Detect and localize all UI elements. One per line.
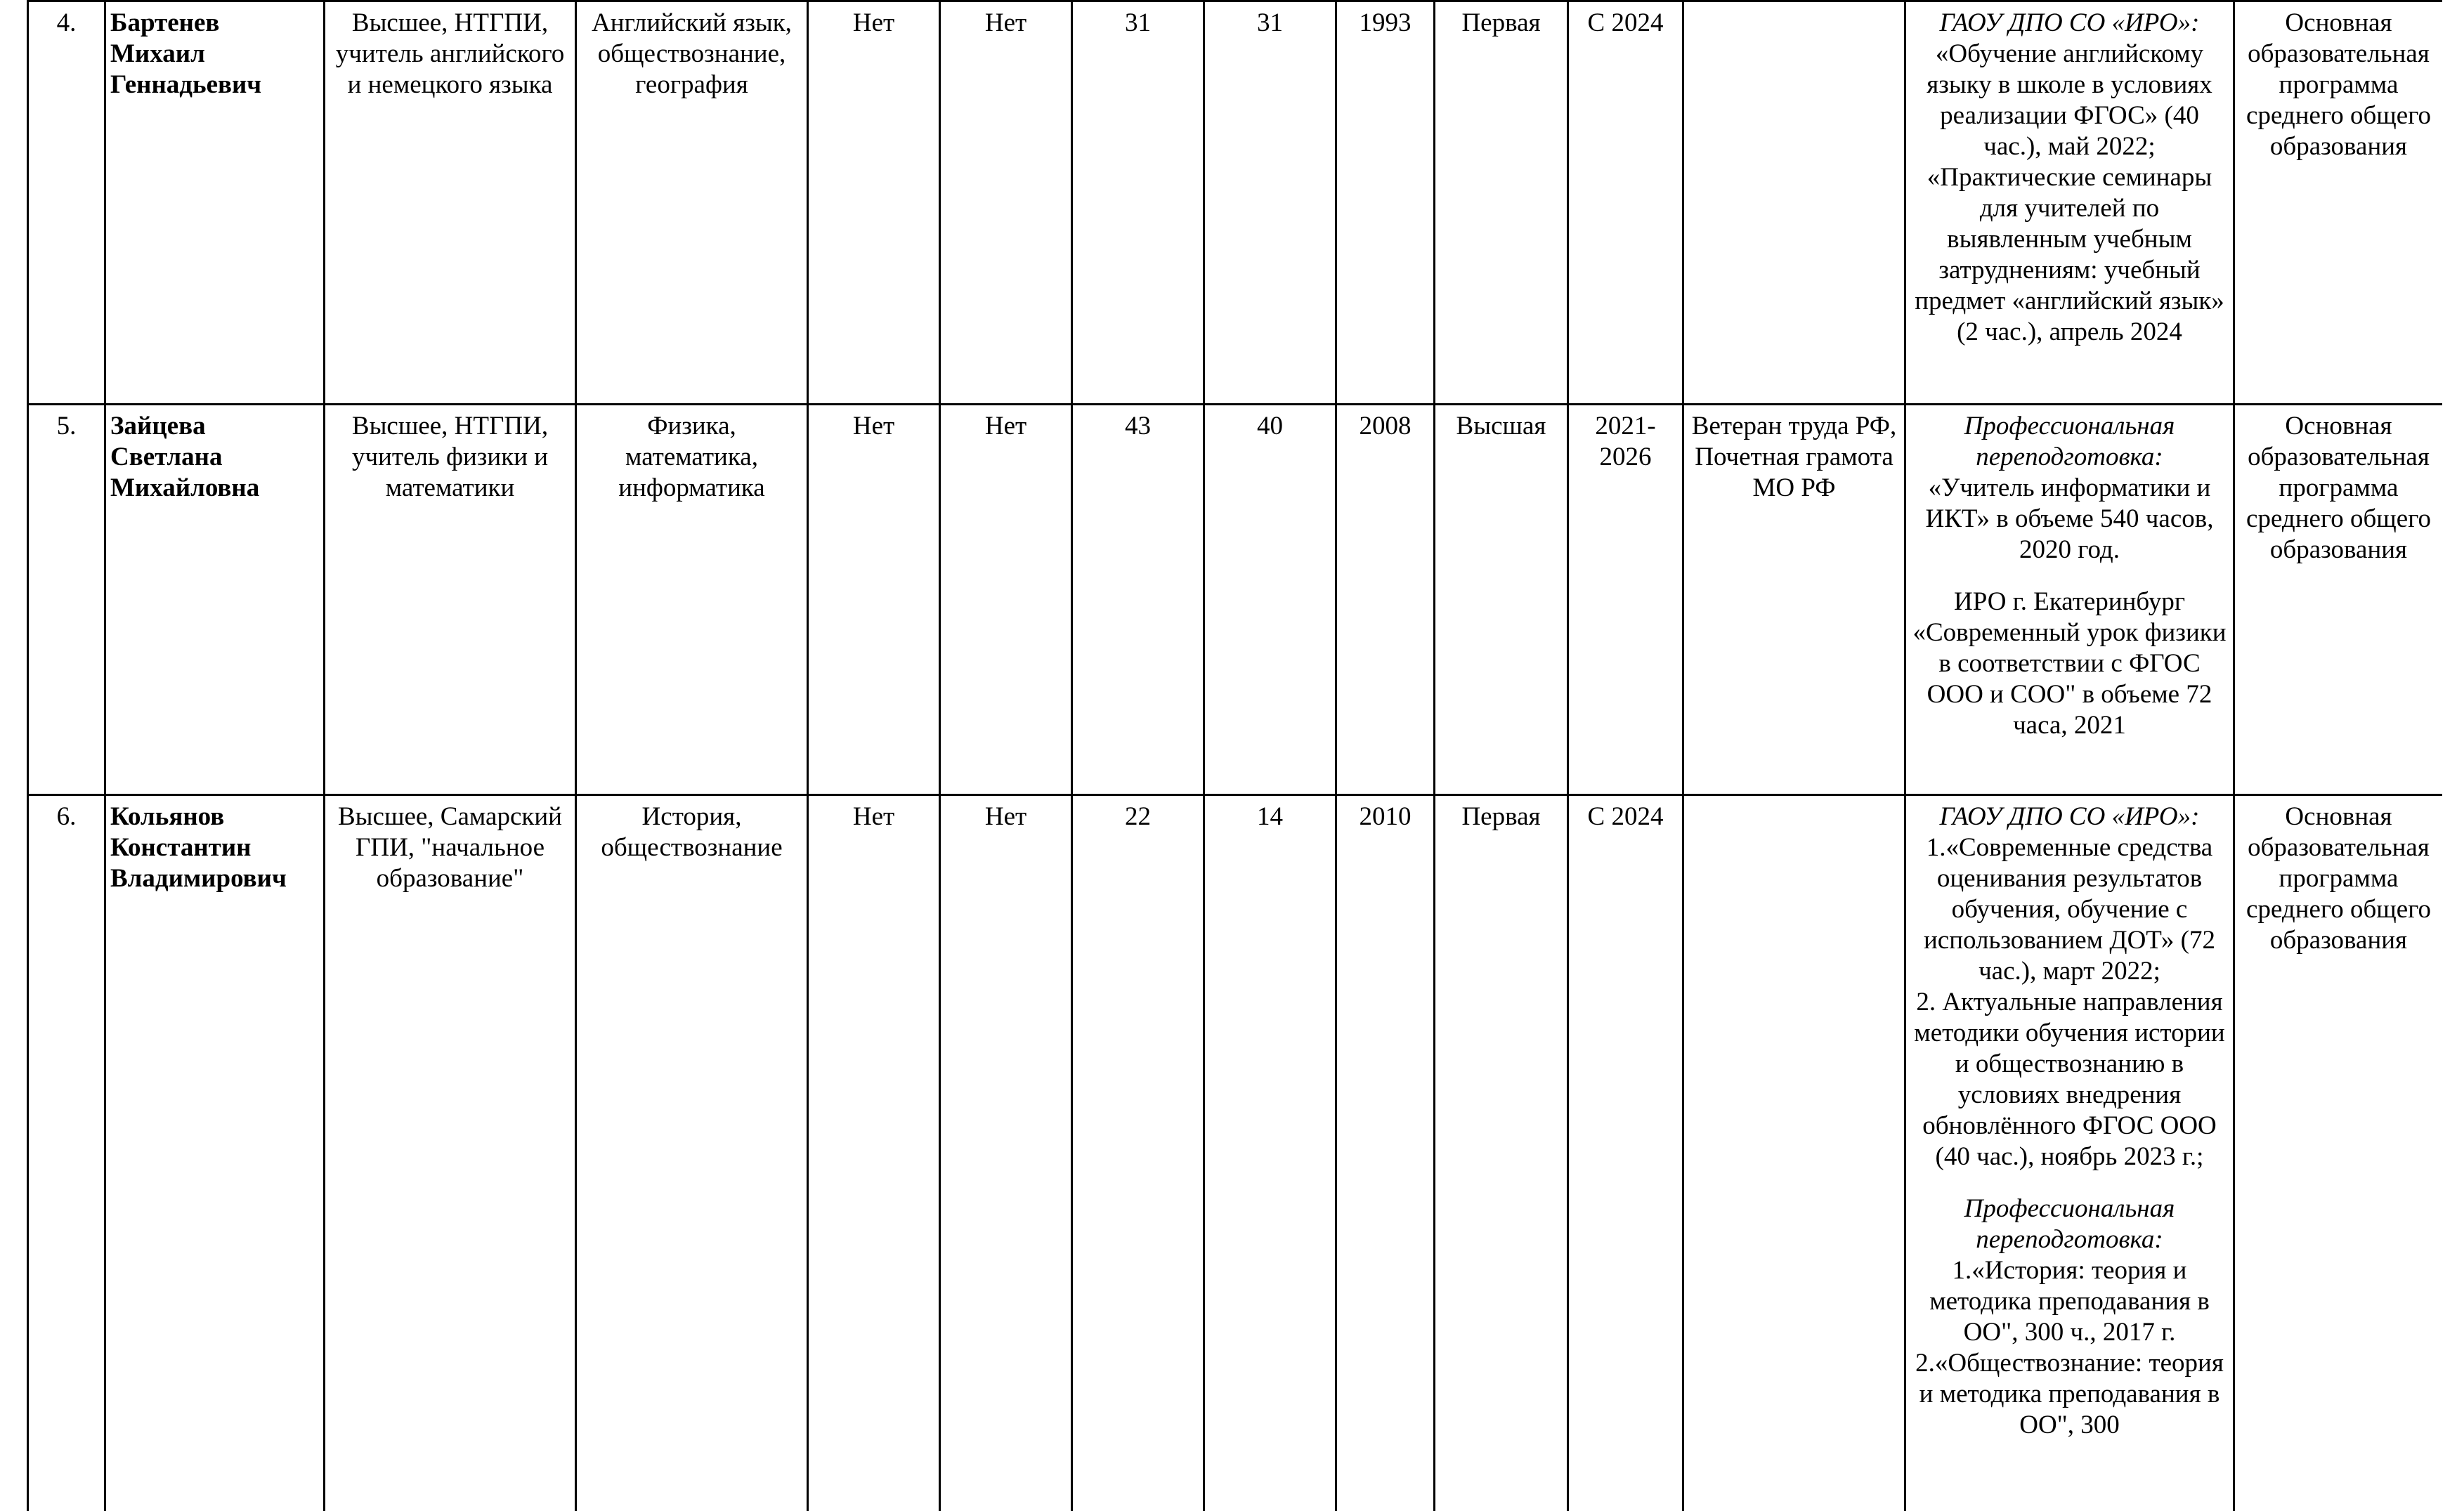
category-period-cell: С 2024 bbox=[1568, 795, 1683, 1511]
course-entry: «Учитель информатики и ИКТ» в объеме 540 часов, 2020 год. bbox=[1925, 473, 2214, 564]
teacher-name-part: Михаил bbox=[110, 39, 205, 68]
staff-table-page bbox=[27, 0, 2442, 1511]
total-experience-cell: 43 bbox=[1072, 405, 1204, 795]
teacher-name-cell bbox=[105, 1, 325, 405]
table-body bbox=[28, 1, 2443, 1511]
course-entry: 2.«Обществознание: теория и методика преподавания в ОО", 300 bbox=[1915, 1349, 2224, 1439]
teacher-name-part: Зайцева bbox=[110, 412, 206, 440]
professional-development-cell bbox=[1905, 1, 2234, 405]
educational-program-cell: Основная образовательная программа среднего общего образования bbox=[2234, 1, 2443, 405]
course-provider-heading: ГАОУ ДПО СО «ИРО»: bbox=[1939, 802, 2200, 831]
table-row bbox=[28, 405, 2443, 795]
educational-program-cell: Основная образовательная программа среднего общего образования bbox=[2234, 795, 2443, 1511]
table-row bbox=[28, 1, 2443, 405]
course-block bbox=[1910, 8, 2229, 348]
course-entry: «Практические семинары для учителей по выявленным учебным затруднениям: учебный предмет «английский язык» (2 час.), апрель 2024 bbox=[1915, 163, 2224, 346]
course-block bbox=[1910, 411, 2229, 565]
education-cell: Высшее, НТГПИ, учитель английского и немецкого языка bbox=[325, 1, 576, 405]
educational-program-cell: Основная образовательная программа среднего общего образования bbox=[2234, 405, 2443, 795]
category-period-cell: 2021-2026 bbox=[1568, 405, 1683, 795]
teacher-name-cell bbox=[105, 795, 325, 1511]
row-number-cell: 6. bbox=[28, 795, 105, 1511]
awards-cell: Ветеран труда РФ, Почетная грамота МО РФ bbox=[1683, 405, 1905, 795]
total-experience-cell: 31 bbox=[1072, 1, 1204, 405]
course-entry: «Обучение английскому языку в школе в условиях реализации ФГОС» (40 час.), май 2022; bbox=[1927, 39, 2212, 161]
table-row bbox=[28, 795, 2443, 1511]
row-number-cell: 5. bbox=[28, 405, 105, 795]
course-entry: 1.«История: теория и методика преподавания в ОО", 300 ч., 2017 г. bbox=[1929, 1256, 2210, 1347]
course-block bbox=[1910, 587, 2229, 741]
course-block bbox=[1910, 802, 2229, 1172]
teacher-name-part: Светлана bbox=[110, 443, 223, 471]
total-experience-cell: 22 bbox=[1072, 795, 1204, 1511]
course-provider-heading: Профессиональная переподготовка: bbox=[1964, 412, 2175, 471]
subjects-cell: Английский язык, обществознание, география bbox=[576, 1, 808, 405]
awards-cell bbox=[1683, 795, 1905, 1511]
education-cell: Высшее, Самарский ГПИ, "начальное образование" bbox=[325, 795, 576, 1511]
course-provider-heading: Профессиональная переподготовка: bbox=[1964, 1194, 2175, 1254]
academic-title-cell: Нет bbox=[940, 1, 1072, 405]
academic-degree-cell: Нет bbox=[808, 795, 940, 1511]
teacher-name-part: Константин bbox=[110, 833, 252, 862]
course-entry: 2. Актуальные направления методики обучения истории и обществознанию в условиях внедрения обновлённого ФГОС ООО (40 час.), ноябрь 2023 г.; bbox=[1914, 988, 2225, 1171]
start-year-cell: 2008 bbox=[1336, 405, 1435, 795]
academic-title-cell: Нет bbox=[940, 795, 1072, 1511]
qualification-category-cell: Высшая bbox=[1435, 405, 1568, 795]
course-entry: ИРО г. Екатеринбург «Современный урок физики в соответствии с ФГОС ООО и СОО" в объеме 72 часа, 2021 bbox=[1912, 587, 2227, 740]
subjects-cell: История, обществознание bbox=[576, 795, 808, 1511]
teaching-experience-cell: 14 bbox=[1204, 795, 1336, 1511]
qualification-category-cell: Первая bbox=[1435, 795, 1568, 1511]
professional-development-cell bbox=[1905, 795, 2234, 1511]
teacher-name-part: Владимирович bbox=[110, 864, 287, 893]
row-number-cell: 4. bbox=[28, 1, 105, 405]
subjects-cell: Физика, математика, информатика bbox=[576, 405, 808, 795]
academic-title-cell: Нет bbox=[940, 405, 1072, 795]
teacher-name-part: Геннадьевич bbox=[110, 70, 262, 99]
academic-degree-cell: Нет bbox=[808, 1, 940, 405]
category-period-cell: С 2024 bbox=[1568, 1, 1683, 405]
teaching-experience-cell: 31 bbox=[1204, 1, 1336, 405]
teacher-name-part: Кольянов bbox=[110, 802, 225, 831]
start-year-cell: 1993 bbox=[1336, 1, 1435, 405]
course-provider-heading: ГАОУ ДПО СО «ИРО»: bbox=[1939, 8, 2200, 37]
academic-degree-cell: Нет bbox=[808, 405, 940, 795]
course-block bbox=[1910, 1193, 2229, 1441]
start-year-cell: 2010 bbox=[1336, 795, 1435, 1511]
staff-qualification-table bbox=[27, 0, 2442, 1511]
teacher-name-part: Бартенев bbox=[110, 8, 220, 37]
qualification-category-cell: Первая bbox=[1435, 1, 1568, 405]
course-entry: 1.«Современные средства оценивания результатов обучения, обучение с использованием ДОТ» (72 час.), март 2022; bbox=[1923, 833, 2216, 986]
professional-development-cell bbox=[1905, 405, 2234, 795]
awards-cell bbox=[1683, 1, 1905, 405]
teaching-experience-cell: 40 bbox=[1204, 405, 1336, 795]
education-cell: Высшее, НТГПИ, учитель физики и математики bbox=[325, 405, 576, 795]
teacher-name-part: Михайловна bbox=[110, 473, 260, 502]
teacher-name-cell bbox=[105, 405, 325, 795]
